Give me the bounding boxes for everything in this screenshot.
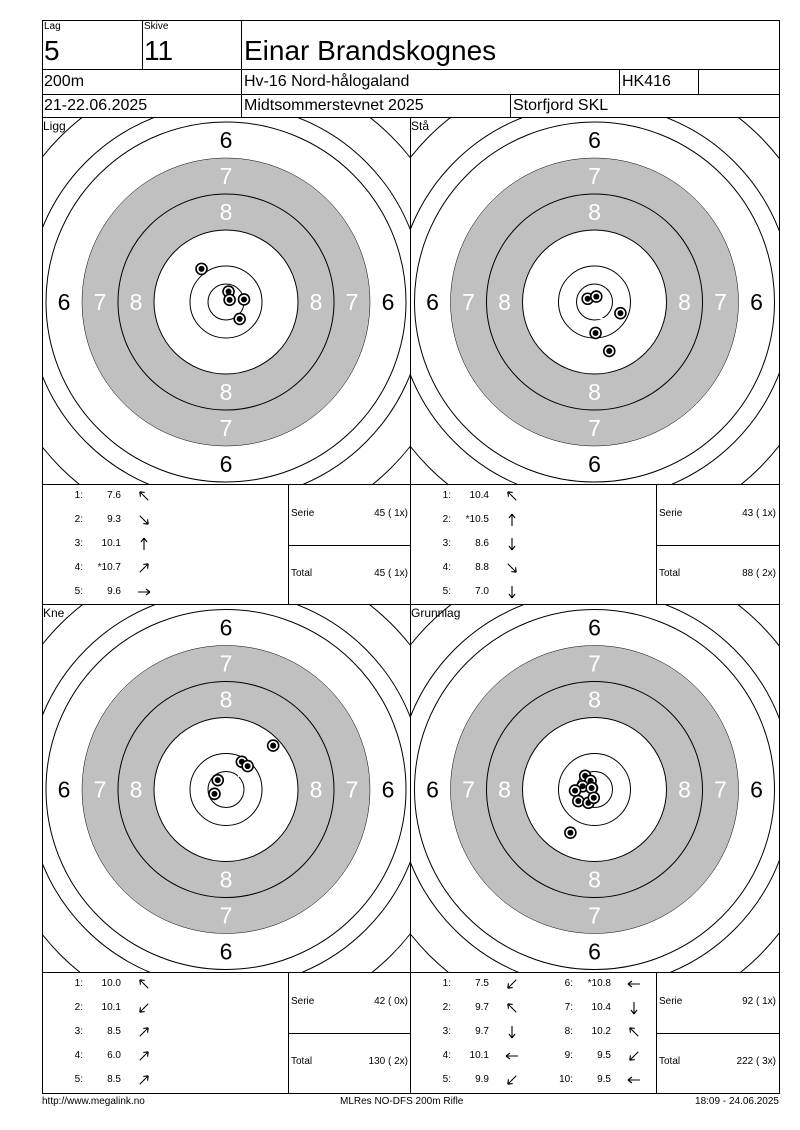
direction-arrow-icon <box>503 488 521 504</box>
ring-number-label: 6 <box>219 938 233 965</box>
ring-number-label: 7 <box>219 650 233 677</box>
shot-index: 4: <box>74 562 83 573</box>
serie-label: Serie <box>659 996 683 1007</box>
direction-arrow-icon <box>135 1000 153 1016</box>
shot-score: *10.7 <box>97 562 121 573</box>
ring-number-label: 8 <box>219 686 233 713</box>
shot-direction <box>625 1024 641 1038</box>
footer-url-link[interactable]: http://www.megalink.no <box>42 1096 145 1107</box>
ring-number-label: 6 <box>381 776 395 803</box>
shot-index: 2: <box>442 514 451 525</box>
shot-hole <box>604 345 615 356</box>
shot-score: 10.0 <box>101 978 121 989</box>
ring-number-label: 8 <box>219 379 233 405</box>
ring-number-label: 9 <box>219 722 233 749</box>
shot-index: 7: <box>564 1002 573 1013</box>
shot-direction <box>625 1048 641 1062</box>
shot-hole <box>242 761 253 772</box>
club: Hv-16 Nord-hålogaland <box>244 73 410 90</box>
shot-hole <box>570 785 581 796</box>
shot-score: 8.6 <box>475 538 489 549</box>
serie-label: Serie <box>291 508 315 519</box>
shot-row <box>411 489 531 503</box>
summary-divider <box>656 1033 779 1034</box>
ring-number-label: 7 <box>588 902 601 929</box>
shot-direction <box>625 1072 641 1086</box>
ring-number-label: 6 <box>57 776 71 803</box>
weapon: HK416 <box>622 73 671 90</box>
shot-row <box>43 1073 163 1087</box>
shot-hole <box>588 792 599 803</box>
target-title: Kne <box>43 606 65 620</box>
ring-number-label: 7 <box>714 289 727 315</box>
direction-arrow-icon <box>135 560 153 576</box>
ring-number-label: 9 <box>534 776 547 803</box>
ring-number-label: 7 <box>714 776 727 803</box>
shot-row <box>533 977 653 991</box>
ring-number-label: 8 <box>588 379 601 405</box>
ring-number-label: 7 <box>345 776 359 803</box>
shot-hole <box>590 327 601 338</box>
shot-row <box>43 561 163 575</box>
direction-arrow-icon <box>503 1048 521 1064</box>
shot-index: 1: <box>74 978 83 989</box>
direction-arrow-icon <box>135 584 153 600</box>
ring-number-label: 7 <box>219 902 233 929</box>
shot-score: 9.5 <box>597 1050 611 1061</box>
shot-direction <box>135 512 151 526</box>
footer-system: MLRes NO-DFS 200m Rifle <box>340 1096 464 1107</box>
lag-label: Lag <box>44 21 61 32</box>
shot-direction <box>135 584 151 598</box>
direction-arrow-icon <box>503 536 521 552</box>
shot-row <box>411 1049 531 1063</box>
shot-score: 10.4 <box>469 490 489 501</box>
total-value: 45 ( 1x) <box>374 568 408 579</box>
shot-index: 5: <box>442 1074 451 1085</box>
shot-row <box>411 1025 531 1039</box>
direction-arrow-icon <box>625 1048 643 1064</box>
ring-number-label: 9 <box>642 289 655 315</box>
shot-index: 5: <box>74 1074 83 1085</box>
ring-number-label: 9 <box>588 722 601 749</box>
header-vline-2 <box>241 20 242 118</box>
ring-number-label: 8 <box>129 776 143 803</box>
shot-score: 9.9 <box>475 1074 489 1085</box>
ring-number-label: 6 <box>219 127 233 153</box>
shot-direction <box>503 488 519 502</box>
summary-divider <box>288 1033 410 1034</box>
ring-number-label: 8 <box>678 776 691 803</box>
shot-score: 8.8 <box>475 562 489 573</box>
direction-arrow-icon <box>503 976 521 992</box>
ring-number-label: 6 <box>426 289 439 315</box>
target-grunnlag <box>411 605 779 972</box>
shot-direction <box>503 536 519 550</box>
direction-arrow-icon <box>503 1072 521 1088</box>
shot-direction <box>625 1000 641 1014</box>
shot-score: 7.0 <box>475 586 489 597</box>
shot-row <box>43 513 163 527</box>
direction-arrow-icon <box>135 1072 153 1088</box>
shot-row <box>43 537 163 551</box>
total-label: Total <box>659 1056 681 1067</box>
ring-number-label: 6 <box>750 289 763 315</box>
shot-row <box>533 1025 653 1039</box>
ring-number-label: 8 <box>588 686 601 713</box>
shot-direction <box>503 1000 519 1014</box>
total-value: 88 ( 2x) <box>742 568 776 579</box>
header-vline-1 <box>142 20 143 70</box>
shot-hole <box>212 775 223 786</box>
total-value: 130 ( 2x) <box>368 1056 408 1067</box>
direction-arrow-icon <box>503 560 521 576</box>
serie-label: Serie <box>659 508 683 519</box>
direction-arrow-icon <box>625 1000 643 1016</box>
ring-number-label: 7 <box>588 163 601 189</box>
shot-hole <box>268 740 279 751</box>
ring-number-label: 8 <box>588 866 601 893</box>
target-kne <box>43 605 410 972</box>
shot-row <box>411 1001 531 1015</box>
target-title: Stå <box>411 119 430 133</box>
shot-row <box>411 513 531 527</box>
shot-score: 9.7 <box>475 1002 489 1013</box>
shot-row <box>43 1049 163 1063</box>
ring-number-label: 9 <box>642 776 655 803</box>
shot-row <box>43 585 163 599</box>
lag-value: 5 <box>44 35 60 66</box>
target-grunnlag-svg <box>411 605 779 972</box>
shot-hole <box>239 294 250 305</box>
shot-direction <box>625 976 641 990</box>
shot-index: 2: <box>442 1002 451 1013</box>
ring-number-label: 6 <box>57 289 71 315</box>
shot-direction <box>135 536 151 550</box>
total-value: 222 ( 3x) <box>736 1056 776 1067</box>
direction-arrow-icon <box>503 1024 521 1040</box>
shot-row <box>411 537 531 551</box>
target-sta-svg <box>411 118 779 484</box>
ring-number-label: 6 <box>588 127 601 153</box>
ring-number-label: 9 <box>165 289 179 315</box>
ring-number-label: 7 <box>462 289 475 315</box>
direction-arrow-icon <box>135 536 153 552</box>
footer-timestamp: 18:09 - 24.06.2025 <box>695 1096 779 1107</box>
shot-row <box>533 1049 653 1063</box>
direction-arrow-icon <box>135 976 153 992</box>
direction-arrow-icon <box>135 488 153 504</box>
shot-score: 10.2 <box>591 1026 611 1037</box>
ring-number-label: 6 <box>219 451 233 477</box>
ring-number-label: 9 <box>273 289 287 315</box>
ring-number-label: 6 <box>381 289 395 315</box>
shot-hole <box>224 294 235 305</box>
total-label: Total <box>291 568 313 579</box>
ring-number-label: 7 <box>588 415 601 441</box>
shot-index: 2: <box>74 514 83 525</box>
target-title: Grunnlag <box>411 606 461 620</box>
ring-number-label: 9 <box>588 343 601 369</box>
shot-index: 3: <box>74 1026 83 1037</box>
event: Midtsommerstevnet 2025 <box>244 97 424 114</box>
ring-number-label: 9 <box>273 776 287 803</box>
shot-score: 10.4 <box>591 1002 611 1013</box>
shot-score: 6.0 <box>107 1050 121 1061</box>
shot-score: 9.5 <box>597 1074 611 1085</box>
shot-direction <box>135 488 151 502</box>
skive-value: 11 <box>144 35 174 66</box>
ring-number-label: 9 <box>219 343 233 369</box>
shot-index: 6: <box>564 978 573 989</box>
ring-number-label: 7 <box>93 776 107 803</box>
ring-number-label: 6 <box>588 938 601 965</box>
shot-direction <box>503 1048 519 1062</box>
score-block-grunnlag <box>411 973 779 1093</box>
summary-divider <box>288 545 410 546</box>
shot-direction <box>135 1000 151 1014</box>
serie-value: 92 ( 1x) <box>742 996 776 1007</box>
ring-number-label: 9 <box>588 235 601 261</box>
ring-number-label: 8 <box>309 776 323 803</box>
shot-row <box>411 1073 531 1087</box>
header-vline-4 <box>698 69 699 95</box>
direction-arrow-icon <box>503 584 521 600</box>
ring-number-label: 8 <box>678 289 691 315</box>
shot-index: 9: <box>564 1050 573 1061</box>
serie-value: 45 ( 1x) <box>374 508 408 519</box>
target-ligg-svg <box>43 118 410 484</box>
ring-number-label: 7 <box>345 289 359 315</box>
shot-index: 1: <box>442 978 451 989</box>
distance: 200m <box>44 73 85 90</box>
shot-row <box>533 1001 653 1015</box>
shot-row <box>533 1073 653 1087</box>
total-label: Total <box>659 568 681 579</box>
shot-hole <box>591 291 602 302</box>
shot-index: 1: <box>442 490 451 501</box>
shot-score: 9.6 <box>107 586 121 597</box>
ring-number-label: 7 <box>219 163 233 189</box>
shot-row <box>411 561 531 575</box>
shot-hole <box>234 313 245 324</box>
direction-arrow-icon <box>135 512 153 528</box>
total-label: Total <box>291 1056 313 1067</box>
ring-number-label: 7 <box>588 650 601 677</box>
shot-direction <box>135 976 151 990</box>
shot-index: 4: <box>74 1050 83 1061</box>
shot-score: 10.1 <box>101 1002 121 1013</box>
ring-number-label: 8 <box>588 199 601 225</box>
ring-number-label: 6 <box>750 776 763 803</box>
ring-number-label: 9 <box>165 776 179 803</box>
host: Storfjord SKL <box>513 97 609 114</box>
shot-score: *10.8 <box>587 978 611 989</box>
ring-number-label: 7 <box>219 415 233 441</box>
shot-index: 5: <box>442 586 451 597</box>
serie-value: 42 ( 0x) <box>374 996 408 1007</box>
shot-direction <box>503 1072 519 1086</box>
direction-arrow-icon <box>625 976 643 992</box>
target-title: Ligg <box>43 119 66 133</box>
ring-number-label: 8 <box>498 776 511 803</box>
ring-number-label: 8 <box>219 199 233 225</box>
shot-index: 10: <box>559 1074 573 1085</box>
ring-number-label: 9 <box>588 830 601 857</box>
shot-score: 10.1 <box>101 538 121 549</box>
header-line-1 <box>42 69 780 70</box>
shot-hole <box>615 308 626 319</box>
score-block-kne <box>43 973 410 1093</box>
direction-arrow-icon <box>625 1072 643 1088</box>
shot-hole <box>196 263 207 274</box>
shot-score: 10.1 <box>469 1050 489 1061</box>
shot-score: 7.5 <box>475 978 489 989</box>
score-block-sta <box>411 485 779 604</box>
ring-number-label: 8 <box>498 289 511 315</box>
date: 21-22.06.2025 <box>44 97 148 114</box>
ring-number-label: 6 <box>588 614 601 641</box>
shot-index: 3: <box>442 538 451 549</box>
skive-label: Skive <box>144 21 169 32</box>
shot-row <box>411 977 531 991</box>
shot-index: 4: <box>442 562 451 573</box>
ring-number-label: 6 <box>588 451 601 477</box>
direction-arrow-icon <box>135 1048 153 1064</box>
shot-score: 8.5 <box>107 1026 121 1037</box>
ring-number-label: 6 <box>219 614 233 641</box>
target-sta <box>411 118 779 484</box>
shot-score: 9.7 <box>475 1026 489 1037</box>
shot-score: 7.6 <box>107 490 121 501</box>
ring-number-label: 9 <box>219 830 233 857</box>
shot-direction <box>135 560 151 574</box>
shot-row <box>43 489 163 503</box>
shot-direction <box>135 1024 151 1038</box>
shot-index: 1: <box>74 490 83 501</box>
ring-number-label: 9 <box>534 289 547 315</box>
shot-direction <box>503 1024 519 1038</box>
shot-direction <box>135 1048 151 1062</box>
target-ligg <box>43 118 410 484</box>
header-vline-3 <box>619 69 620 95</box>
target-kne-svg <box>43 605 410 972</box>
shot-direction <box>503 512 519 526</box>
summary-divider <box>656 545 779 546</box>
shot-direction <box>503 584 519 598</box>
shot-index: 3: <box>442 1026 451 1037</box>
ring-number-label: 8 <box>219 866 233 893</box>
shot-hole <box>209 788 220 799</box>
shot-row <box>43 977 163 991</box>
shot-index: 2: <box>74 1002 83 1013</box>
header-line-2 <box>42 94 780 95</box>
ring-number-label: 9 <box>219 235 233 261</box>
ring-number-label: 6 <box>426 776 439 803</box>
shot-row <box>43 1025 163 1039</box>
shot-index: 5: <box>74 586 83 597</box>
direction-arrow-icon <box>503 512 521 528</box>
ring-number-label: 7 <box>462 776 475 803</box>
direction-arrow-icon <box>135 1024 153 1040</box>
shooter-name: Einar Brandskognes <box>244 35 497 66</box>
serie-label: Serie <box>291 996 315 1007</box>
direction-arrow-icon <box>503 1000 521 1016</box>
shot-score: *10.5 <box>465 514 489 525</box>
ring-number-label: 8 <box>309 289 323 315</box>
score-block-ligg <box>43 485 410 604</box>
serie-value: 43 ( 1x) <box>742 508 776 519</box>
shot-direction <box>503 560 519 574</box>
ring-number-label: 8 <box>129 289 143 315</box>
shot-index: 8: <box>564 1026 573 1037</box>
shot-index: 4: <box>442 1050 451 1061</box>
shot-index: 3: <box>74 538 83 549</box>
shot-score: 8.5 <box>107 1074 121 1085</box>
ring-number-label: 7 <box>93 289 107 315</box>
shot-score: 9.3 <box>107 514 121 525</box>
direction-arrow-icon <box>625 1024 643 1040</box>
shot-row <box>43 1001 163 1015</box>
shot-hole <box>573 796 584 807</box>
shot-hole <box>565 827 576 838</box>
header-vline-5 <box>510 94 511 118</box>
shot-row <box>411 585 531 599</box>
shot-direction <box>135 1072 151 1086</box>
shot-direction <box>503 976 519 990</box>
